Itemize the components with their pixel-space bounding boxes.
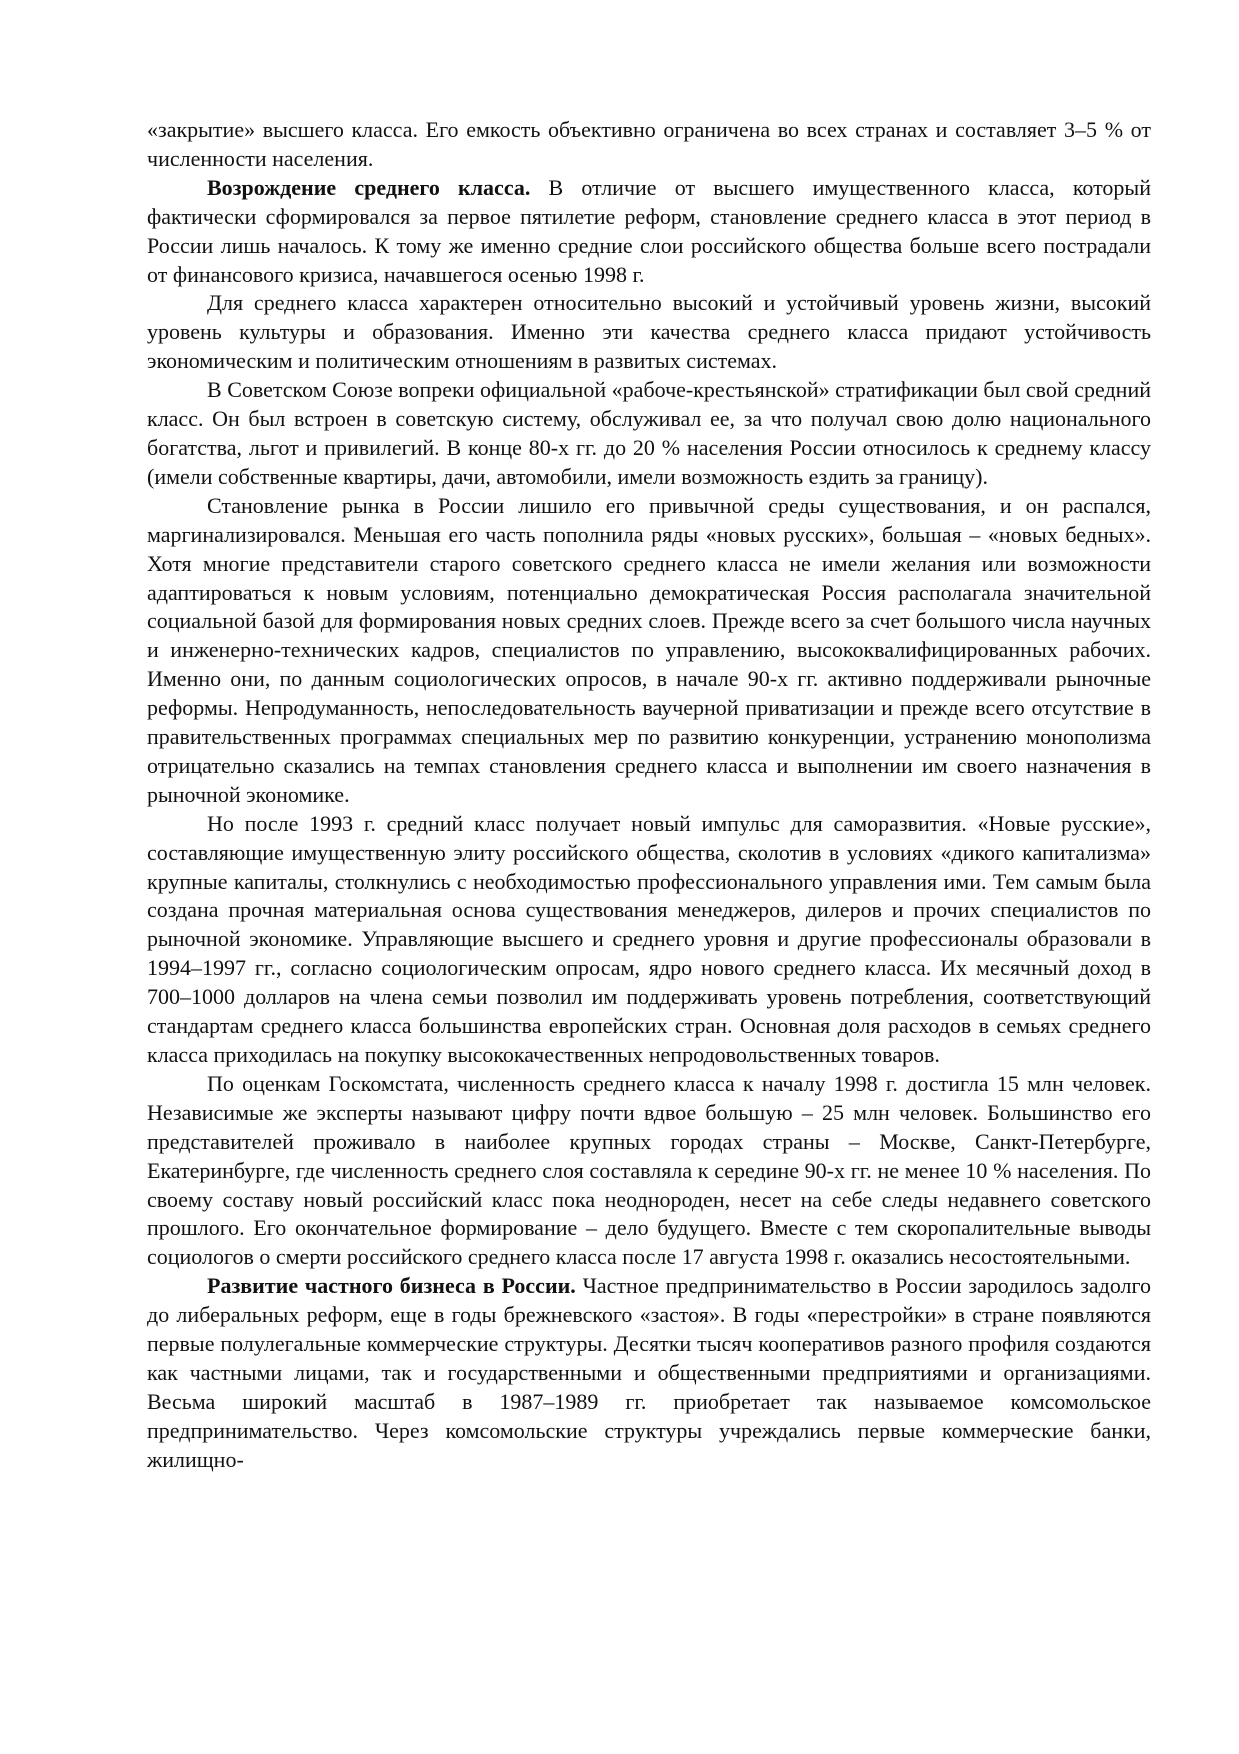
section-heading-private-business: Развитие частного бизнеса в России. — [207, 1273, 576, 1299]
paragraph-text: «закрытие» высшего класса. Его емкость объективно ограничена во всех странах и составляет 3–5 % от численности населения. — [147, 117, 1151, 171]
paragraph-4 — [147, 376, 1151, 492]
paragraph-text: В Советском Союзе вопреки официальной «рабоче-крестьянской» стратификации был свой средний класс. Он был встроен в советскую систему, обслуживал ее, за что получал свою долю национального богатства, льгот и привилегий. В конце 80-х гг. до 20 % населения России относилось к среднему классу (имели собственные квартиры, дачи, автомобили, имели возможность ездить за границу). — [147, 377, 1151, 489]
section-heading-middle-class: Возрождение среднего класса. — [207, 174, 531, 200]
paragraph-6 — [147, 810, 1151, 1070]
paragraph-5 — [147, 492, 1151, 810]
paragraph-text: По оценкам Госкомстата, численность среднего класса к началу 1998 г. достигла 15 млн человек. Независимые же эксперты называют цифру почти вдвое большую – 25 млн человек. Большинство его представителей проживало в наиболее крупных городах страны – Москве, Санкт-Петербурге, Екатеринбурге, где численность среднего слоя составляла к середине 90-х гг. не менее 10 % населения. По своему составу новый российский класс пока неоднороден, несет на себе следы недавнего советского прошлого. Его окончательное формирование – дело будущего. Вместе с тем скоропалительные выводы социологов о смерти российского среднего класса после 17 августа 1998 г. оказались несостоятельными. — [147, 1070, 1151, 1270]
paragraph-7 — [147, 1070, 1151, 1272]
paragraph-1 — [147, 116, 1151, 174]
document-page — [147, 116, 1151, 1475]
paragraph-2 — [147, 174, 1151, 290]
paragraph-text: Но после 1993 г. средний класс получает новый импульс для саморазвития. «Новые русские», составляющие имущественную элиту российского общества, сколотив в условиях «дикого капитализма» крупные капиталы, столкнулись с необходимостью профессионального управления ими. Тем самым была создана прочная материальная основа существования менеджеров, дилеров и прочих специалистов по рыночной экономике. Управляющие высшего и среднего уровня и другие профессионалы образовали в 1994–1997 гг., согласно социологическим опросам, ядро нового среднего класса. Их месячный доход в 700–1000 долларов на члена семьи позволил им поддерживать уровень потребления, соответствующий стандартам среднего класса большинства европейских стран. Основная доля расходов в семьях среднего класса приходилась на покупку высококачественных непродовольственных товаров. — [147, 810, 1151, 1067]
paragraph-text: Становление рынка в России лишило его привычной среды существования, и он распался, маргинализировался. Меньшая его часть пополнила ряды «новых русских», большая – «новых бедных». Хотя многие представители старого советского среднего класса не имели желания или возможности адаптироваться к новым условиям, потенциально демократическая Россия располагала значительной социальной базой для формирования новых средних слоев. Прежде всего за счет большого числа научных и инженерно-технических кадров, специалистов по управлению, высококвалифицированных рабочих. Именно они, по данным социологических опросов, в начале 90-х гг. активно поддерживали рыночные реформы. Непродуманность, непоследовательность ваучерной приватизации и прежде всего отсутствие в правительственных программах специальных мер по развитию конкуренции, устранению монополизма отрицательно сказались на темпах становления среднего класса и выполнении им своего назначения в рыночной экономике. — [147, 492, 1151, 807]
paragraph-8 — [147, 1272, 1151, 1474]
paragraph-text: Для среднего класса характерен относительно высокий и устойчивый уровень жизни, высокий уровень культуры и образования. Именно эти качества среднего класса придают устойчивость экономическим и политическим отношениям в развитых системах. — [147, 290, 1151, 374]
paragraph-3 — [147, 289, 1151, 376]
paragraph-text: Частное предпринимательство в России зародилось задолго до либеральных реформ, еще в годы брежневского «застоя». В годы «перестройки» в стране появляются первые полулегальные коммерческие структуры. Десятки тысяч кооперативов разного профиля создаются как частными лицами, так и государственными и общественными предприятиями и организациями. Весьма широкий масштаб в 1987–1989 гг. приобретает так называемое комсомольское предпринимательство. Через комсомольские структуры учреждались первые коммерческие банки, жилищно- — [147, 1273, 1152, 1472]
paragraph-text: В отличие от высшего имущественного класса, который фактически сформировался за первое пятилетие реформ, становление среднего класса в этот период в России лишь началось. К тому же именно средние слои российского общества больше всего пострадали от финансового кризиса, начавшегося осенью 1998 г. — [147, 174, 1151, 287]
